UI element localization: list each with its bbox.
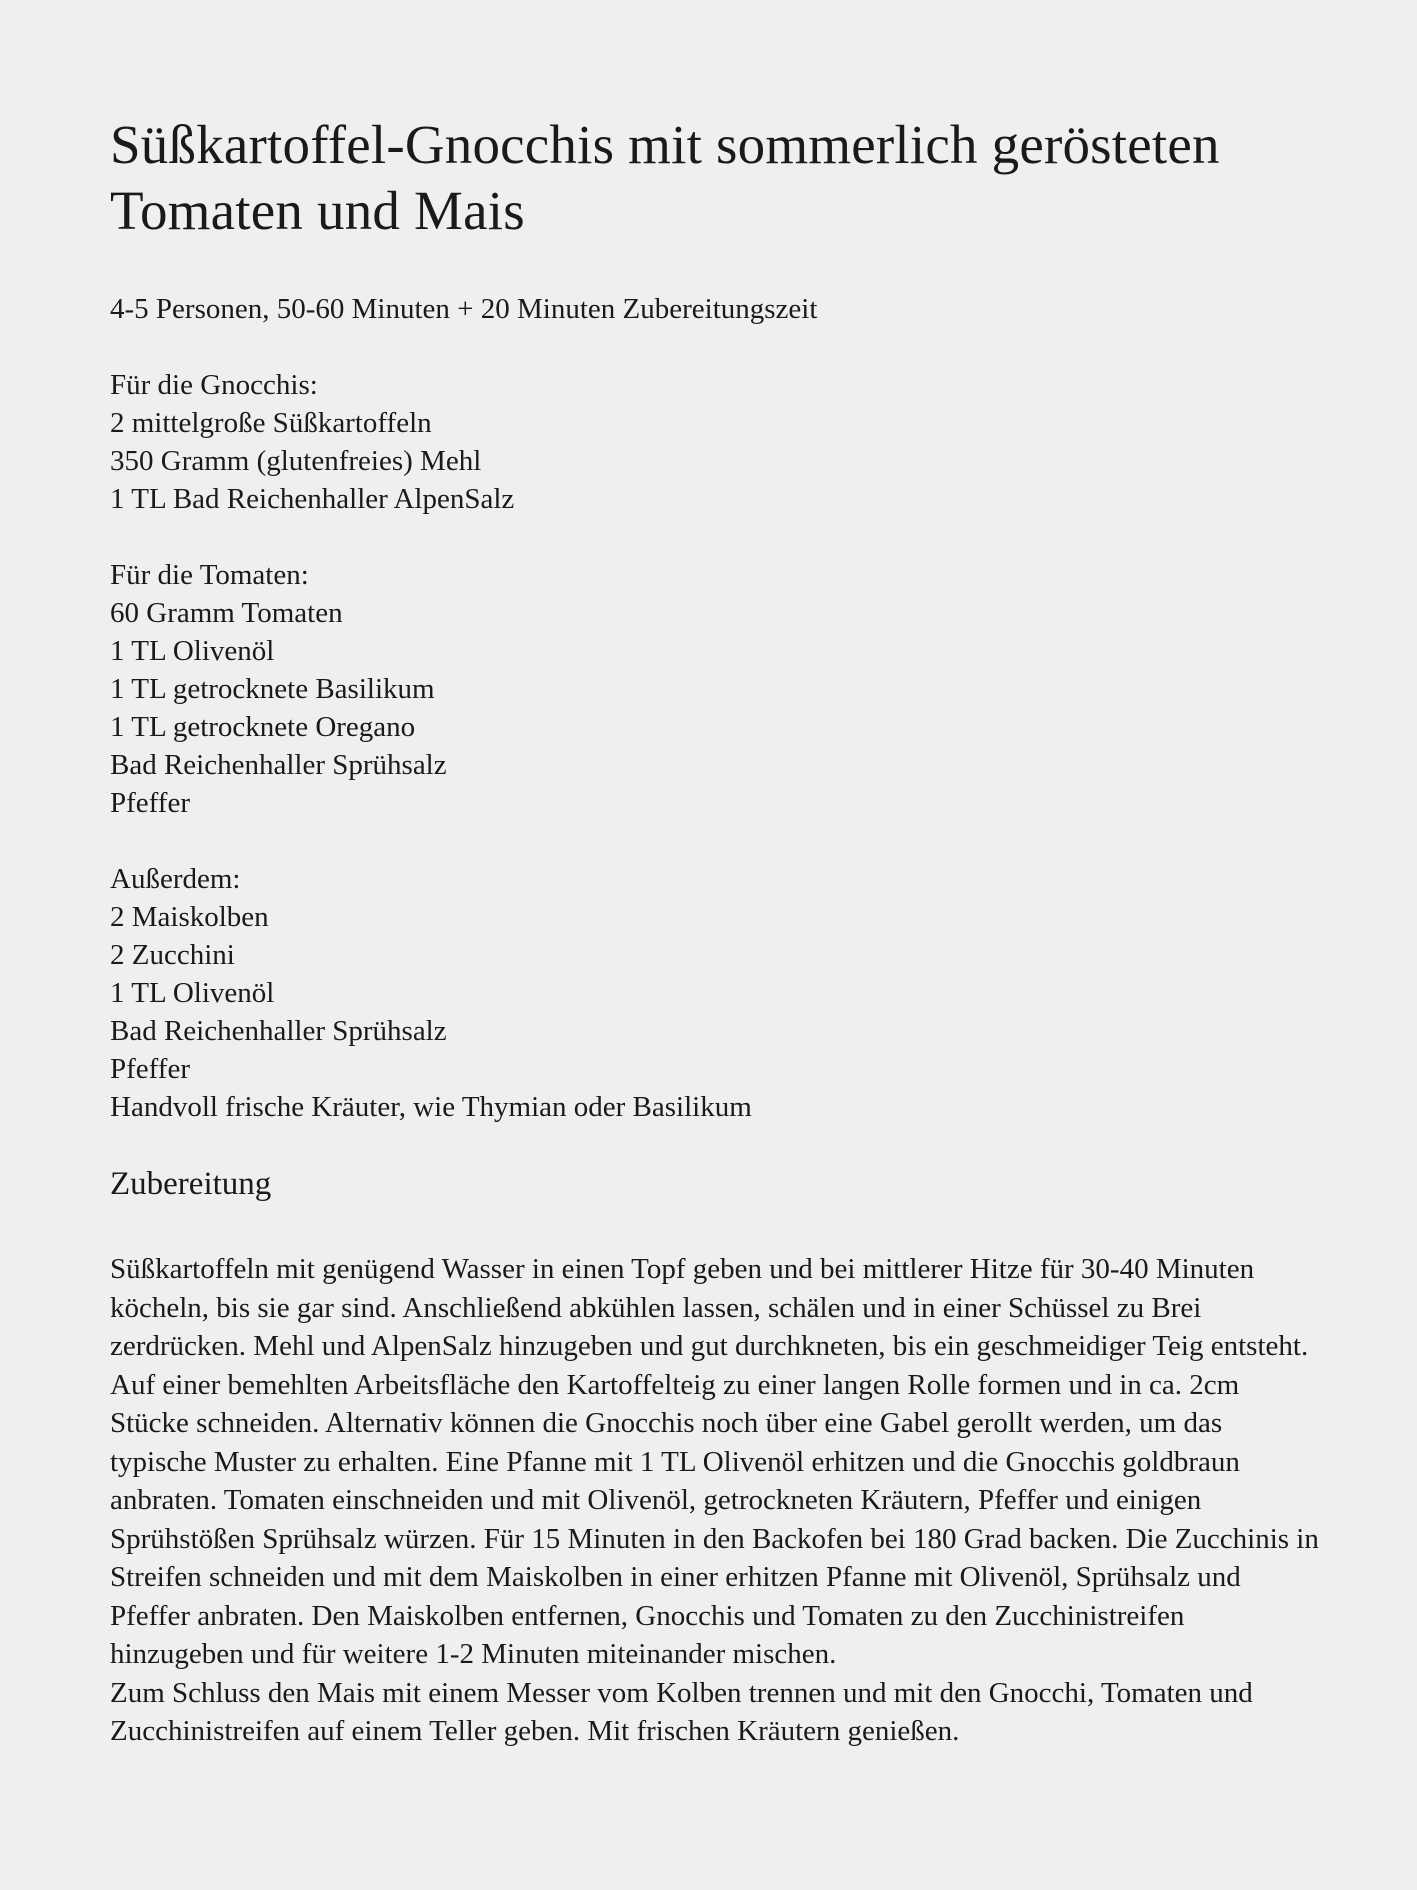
ingredient-item: 1 TL Olivenöl	[110, 635, 275, 667]
ingredient-item: Pfeffer	[110, 787, 190, 819]
ingredient-group-heading: Für die Gnocchis:	[110, 369, 318, 401]
preparation-text	[110, 1250, 1320, 1751]
ingredient-group-gnocchis	[110, 366, 1317, 518]
recipe-title: Süßkartoffel-Gnocchis mit sommerlich gerösteten Tomaten und Mais	[110, 114, 1220, 241]
recipe-meta: 4-5 Personen, 50-60 Minuten + 20 Minuten Zubereitungszeit	[110, 293, 818, 325]
ingredient-item: 2 mittelgroße Süßkartoffeln	[110, 407, 432, 439]
ingredient-group-ausserdem	[110, 860, 1317, 1126]
ingredient-item: 2 Maiskolben	[110, 901, 269, 933]
ingredient-item: Handvoll frische Kräuter, wie Thymian oder Basilikum	[110, 1091, 752, 1123]
ingredient-group-heading: Außerdem:	[110, 863, 241, 895]
ingredient-item: 60 Gramm Tomaten	[110, 597, 343, 629]
ingredient-item: Pfeffer	[110, 1053, 190, 1085]
ingredient-item: 1 TL getrocknete Basilikum	[110, 673, 435, 705]
ingredient-item: 2 Zucchini	[110, 939, 235, 971]
ingredient-item: 350 Gramm (glutenfreies) Mehl	[110, 445, 482, 477]
preparation-paragraph: Süßkartoffeln mit genügend Wasser in einen Topf geben und bei mittlerer Hitze für 30-40 Minuten köcheln, bis sie gar sind. Anschließend abkühlen lassen, schälen und in einer Schüssel zu Brei zerdrücken. Mehl und AlpenSalz hinzugeben und gut durchkneten, bis ein geschmeidiger Teig entsteht.	[110, 1253, 1309, 1362]
ingredient-group-tomaten	[110, 556, 1317, 822]
ingredient-item: 1 TL Olivenöl	[110, 977, 275, 1009]
ingredient-item: Bad Reichenhaller Sprühsalz	[110, 749, 447, 781]
preparation-paragraph: Auf einer bemehlten Arbeitsfläche den Kartoffelteig zu einer langen Rolle formen und in ca. 2cm Stücke schneiden. Alternativ können die Gnocchis noch über eine Gabel gerollt werden, um das typische Muster zu erhalten. Eine Pfanne mit 1 TL Olivenöl erhitzen und die Gnocchis goldbraun anbraten. Tomaten einschneiden und mit Olivenöl, getrockneten Kräutern, Pfeffer und einigen Sprühstößen Sprühsalz würzen. Für 15 Minuten in den Backofen bei 180 Grad backen. Die Zucchinis in Streifen schneiden und mit dem Maiskolben in einer erhitzen Pfanne mit Olivenöl, Sprühsalz und Pfeffer anbraten. Den Maiskolben entfernen, Gnocchis und Tomaten zu den Zucchinistreifen hinzugeben und für weitere 1-2 Minuten miteinander mischen.	[110, 1368, 1319, 1670]
ingredient-item: 1 TL Bad Reichenhaller AlpenSalz	[110, 483, 515, 515]
ingredient-group-heading: Für die Tomaten:	[110, 559, 309, 591]
preparation-paragraph: Zum Schluss den Mais mit einem Messer vom Kolben trennen und mit den Gnocchi, Tomaten und Zucchinistreifen auf einem Teller geben. Mit frischen Kräutern genießen.	[110, 1676, 1253, 1747]
ingredient-item: Bad Reichenhaller Sprühsalz	[110, 1015, 447, 1047]
preparation-heading: Zubereitung	[110, 1166, 272, 1202]
ingredient-item: 1 TL getrocknete Oregano	[110, 711, 416, 743]
